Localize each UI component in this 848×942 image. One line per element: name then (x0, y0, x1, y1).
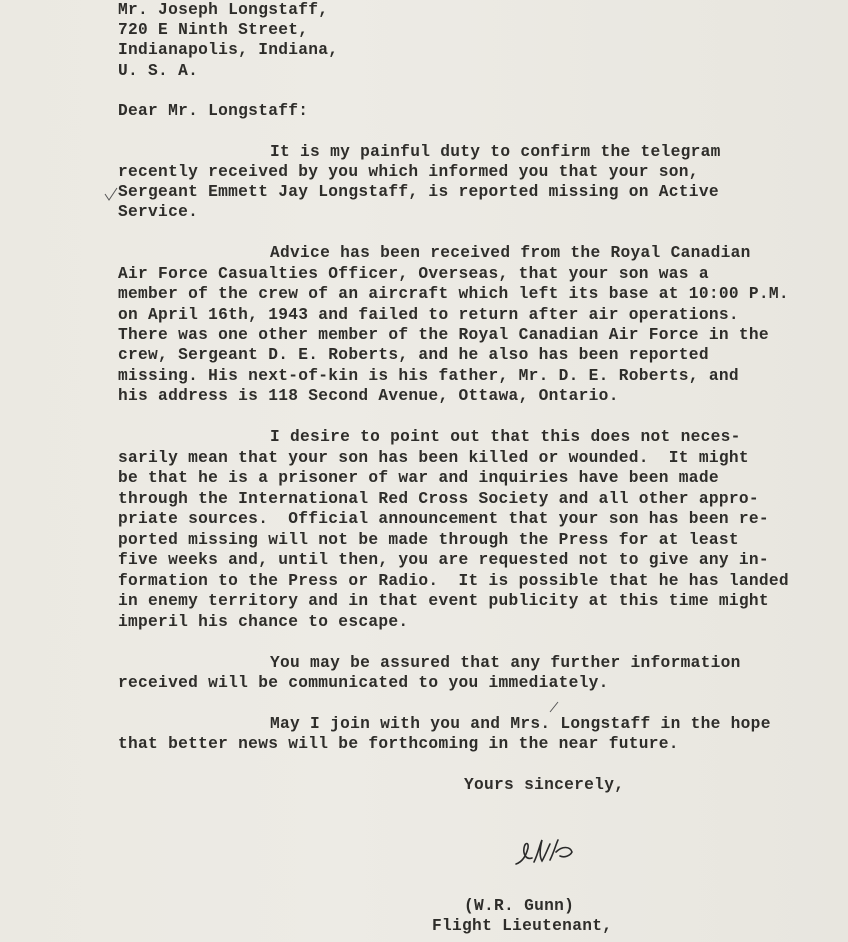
paragraph-2-line: Advice has been received from the Royal Canadian (270, 244, 751, 262)
paragraph-3-line: be that he is a prisoner of war and inquiries have been made (118, 469, 719, 487)
address-country: U. S. A. (118, 62, 199, 80)
paragraph-5-line: May I join with you and Mrs. Longstaff in the hope (270, 715, 771, 733)
paragraph-2-line: member of the crew of an aircraft which left its base at 10:00 P.M. (118, 285, 789, 303)
paragraph-3-line: ported missing will not be made through the Press for at least (118, 531, 739, 549)
paragraph-3-line: through the International Red Cross Society and all other appro- (118, 490, 759, 508)
paragraph-4-line: received will be communicated to you immediately. (118, 674, 609, 692)
address-name: Mr. Joseph Longstaff, (118, 1, 329, 19)
paragraph-1-line: Service. (118, 203, 199, 221)
paragraph-3-line: I desire to point out that this does not neces- (270, 428, 741, 446)
paragraph-5-line: that better news will be forthcoming in the near future. (118, 735, 679, 753)
pencil-tick-mark (104, 186, 118, 204)
paragraph-4-line: You may be assured that any further information (270, 654, 741, 672)
signatory-name: (W.R. Gunn) (464, 897, 575, 915)
signature-initials (512, 834, 582, 870)
paragraph-2-line: his address is 118 Second Avenue, Ottawa, Ontario. (118, 387, 619, 405)
address-city: Indianapolis, Indiana, (118, 41, 339, 59)
paragraph-2-line: There was one other member of the Royal Canadian Air Force in the (118, 326, 769, 344)
closing: Yours sincerely, (464, 776, 625, 794)
paragraph-2-line: on April 16th, 1943 and failed to return after air operations. (118, 306, 739, 324)
pencil-tick-mark (548, 700, 560, 716)
paragraph-3-line: imperil his chance to escape. (118, 613, 409, 631)
paragraph-3-line: formation to the Press or Radio. It is possible that he has landed (118, 572, 789, 590)
paragraph-1-line: It is my painful duty to confirm the telegram (270, 143, 721, 161)
paragraph-3-line: five weeks and, until then, you are requested not to give any in- (118, 551, 769, 569)
paragraph-1-line: Sergeant Emmett Jay Longstaff, is reported missing on Active (118, 183, 719, 201)
paragraph-3-line: sarily mean that your son has been killed or wounded. It might (118, 449, 749, 467)
signatory-title: Flight Lieutenant, (432, 917, 613, 935)
paragraph-3-line: priate sources. Official announcement that your son has been re- (118, 510, 769, 528)
address-street: 720 E Ninth Street, (118, 21, 309, 39)
paragraph-2-line: missing. His next-of-kin is his father, Mr. D. E. Roberts, and (118, 367, 739, 385)
salutation: Dear Mr. Longstaff: (118, 102, 309, 120)
paragraph-2-line: Air Force Casualties Officer, Overseas, that your son was a (118, 265, 709, 283)
paragraph-2-line: crew, Sergeant D. E. Roberts, and he also has been reported (118, 346, 709, 364)
paragraph-3-line: in enemy territory and in that event publicity at this time might (118, 592, 769, 610)
paragraph-1-line: recently received by you which informed you that your son, (118, 163, 699, 181)
